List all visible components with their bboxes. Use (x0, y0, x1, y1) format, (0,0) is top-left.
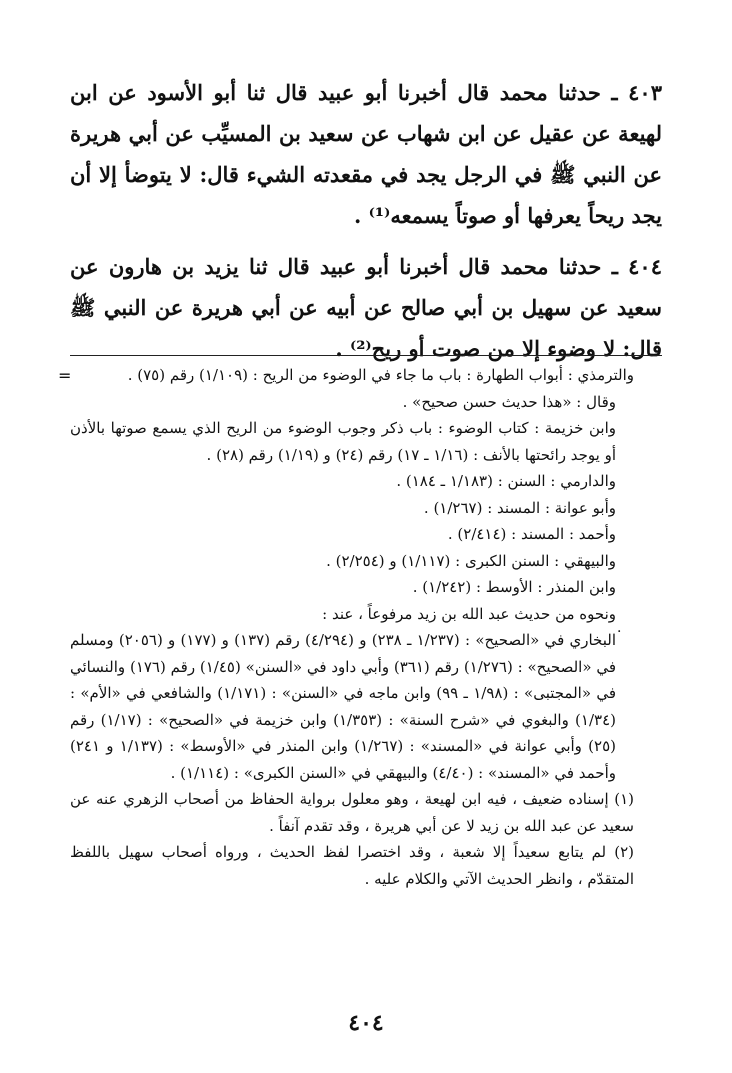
hadith-403: ٤٠٣ ـ حدثنا محمد قال أخبرنا أبو عبيد قال ثنا أبو الأسود عن ابن لهيعة عن عقيل عن ابن شهاب عن سعيد بن المسيِّب عن أبي هريرة عن النبي ﷺ في الرجل يجد في مقعدته الشيء قال: لا يتوضأ إلا أن يجد ريحاً يعرفها أو صوتاً يسمعه⁽¹⁾ . (70, 80, 662, 228)
footnote-line: البخاري في «الصحيح» : (١/٢٣٧ ـ ٢٣٨) و (٤/٢٩٤) رقم (١٣٧) و (١٧٧) و (٢٠٥٦) ومسلم في «الصحيح» : (١/٢٧٦) رقم (٣٦١) وأبي داود في «السنن» (١/٤٥) رقم (١٧٦) والنسائي في «المجتبى» : (١/٩٨ ـ ٩٩) وابن ماجه في «السنن» : (١/١٧١) والشافعي في «الأم» : (١/٣٤) والبغوي في «شرح السنة» : (١/٣٥٣) وابن خزيمة في «الصحيح» : (١/١٧) رقم (٢٥) وأبي عوانة في «المسند» : (١/٢٦٧) وابن المنذر في «الأوسط» : (١/١٣٧ و ٢٤١) وأحمد في «المسند» : (٤/٤٠) والبيهقي في «السنن الكبرى» : (١/١١٤) . (70, 631, 617, 782)
footnote-1: (١) إسناده ضعيف ، فيه ابن لهيعة ، وهو معلول برواية الحفاظ من أصحاب الزهري عنه عن سعيد عن عبد الله بن زيد لا عن أبي هريرة ، وقد تقدم آنفاً . (70, 790, 634, 835)
hadith-404: ٤٠٤ ـ حدثنا محمد قال أخبرنا أبو عبيد قال ثنا يزيد بن هارون عن سعيد عن سهيل بن أبي صالح عن أبيه عن أبي هريرة عن النبي ﷺ قال: لا وضوء إلا من صوت أو ريح⁽²⁾ . (70, 254, 662, 361)
footnotes (70, 362, 662, 892)
footnote-line: وقال : «هذا حديث حسن صحيح» . (402, 392, 616, 411)
footnote-line: وأحمد : المسند : (٢/٤١٤) . (447, 525, 616, 543)
footnote-line: وابن المنذر : الأوسط : (١/٢٤٢) . (412, 578, 616, 596)
footnote-line: والبيهقي : السنن الكبرى : (١/١١٧) و (٢/٢٥٤) . (326, 551, 616, 570)
footnote-line: ونحوه من حديث عبد الله بن زيد مرفوعاً ، عند : (322, 604, 616, 623)
continuation-mark: = (58, 366, 72, 385)
footnote-2: (٢) لم يتابع سعيداً إلا شعبة ، وقد اختصرا لفظ الحديث ، ورواه أصحاب سهيل باللفظ المتقدّم ، وانظر الحديث الآتي والكلام عليه . (70, 843, 634, 888)
footnote-line: وأبو عوانة : المسند : (١/٢٦٧) . (423, 498, 616, 517)
stray-dot: · (617, 624, 622, 640)
page-number: ٤٠٤ (348, 1010, 384, 1036)
footnote-line: والترمذي : أبواب الطهارة : باب ما جاء في الوضوء من الريح : (١/١٠٩) رقم (٧٥) . (127, 366, 634, 384)
footnote-line: وابن خزيمة : كتاب الوضوء : باب ذكر وجوب الوضوء من الريح الذي يسمع صوتها بالأذن أو يوجد رائحتها بالأنف : (١/١٦ ـ ١٧) رقم (٢٤) و (١/١٩) رقم (٢٨) . (70, 419, 616, 464)
main-text (70, 72, 662, 379)
footnote-line: والدارمي : السنن : (١/١٨٣ ـ ١٨٤) . (396, 472, 616, 490)
footnote-separator (70, 355, 662, 356)
